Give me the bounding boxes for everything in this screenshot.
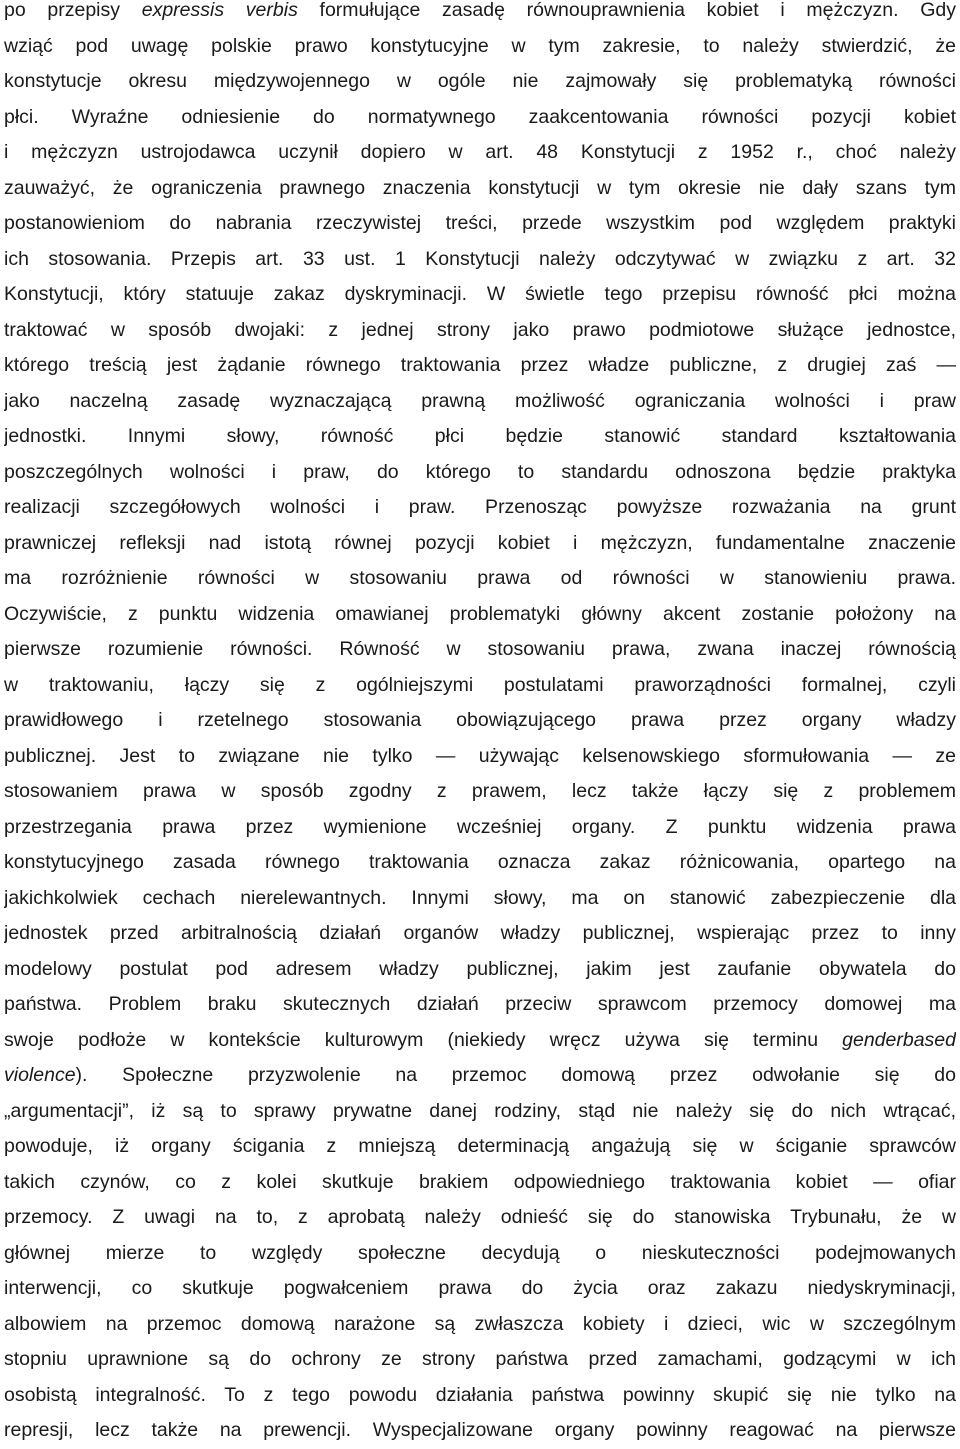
text-run: zauważyć, że ograniczenia prawnego znaczenia konstytucji w tym okresie nie dały szans tym xyxy=(4,176,956,199)
text-run: państwa. Problem braku skutecznych działań przeciw sprawcom przemocy domowej ma xyxy=(4,993,956,1015)
text-line xyxy=(4,1058,956,1094)
text-run: prawniczej refleksji nad istotą równej pozycji kobiet i mężczyzn, fundamentalne znaczenie xyxy=(4,531,956,554)
text-line xyxy=(4,206,956,242)
text-run: jako naczelną zasadę wyznaczającą prawną możliwość ograniczania wolności i praw xyxy=(4,389,956,412)
text-line xyxy=(4,171,956,207)
text-line xyxy=(4,526,956,562)
text-line xyxy=(4,0,956,29)
text-line xyxy=(4,64,956,100)
text-line xyxy=(4,490,956,526)
text-run: i mężczyzn ustrojodawca uczynił dopiero w art. 48 Konstytucji z 1952 r., choć należy xyxy=(4,141,956,163)
text-line xyxy=(4,1023,956,1059)
text-run: swoje podłoże w kontekście kulturowym (niekiedy wręcz używa się terminu xyxy=(4,1028,843,1051)
text-run: głównej mierze to względy społeczne decydują o nieskuteczności podejmowanych xyxy=(4,1241,956,1264)
text-run: stopniu uprawnione są do ochrony ze strony państwa przed zamachami, godzącymi w ich xyxy=(4,1348,956,1370)
text-line xyxy=(4,1236,956,1272)
text-line xyxy=(4,1271,956,1307)
text-line xyxy=(4,810,956,846)
text-run: takich czynów, co z kolei skutkuje brakiem odpowiedniego traktowania kobiet — ofiar xyxy=(4,1170,956,1193)
text-run: osobistą integralność. To z tego powodu działania państwa powinny skupić się nie tylko na xyxy=(4,1383,956,1406)
text-run: postanowieniom do nabrania rzeczywistej treści, przede wszystkim pod względem praktyki xyxy=(4,212,956,234)
text-run: w traktowaniu, łączy się z ogólniejszymi postulatami praworządności formalnej, czyli xyxy=(4,673,956,696)
text-run: traktować w sposób dwojaki: z jednej strony jako prawo podmiotowe służące jednostce, xyxy=(4,318,956,341)
text-run: przemocy. Z uwagi na to, z aprobatą należy odnieść się do stanowiska Trybunału, że w xyxy=(4,1206,956,1228)
text-line xyxy=(4,135,956,171)
text-run: pierwsze rozumienie równości. Równość w stosowaniu prawa, zwana inaczej równością xyxy=(4,638,956,660)
text-line xyxy=(4,845,956,881)
text-line xyxy=(4,774,956,810)
text-line xyxy=(4,916,956,952)
text-run: jednostki. Innymi słowy, równość płci będzie stanowić standard kształtowania xyxy=(4,425,956,447)
text-run: prawidłowego i rzetelnego stosowania obowiązującego prawa przez organy władzy xyxy=(4,709,956,731)
text-run: ma rozróżnienie równości w stosowaniu prawa od równości w stanowieniu prawa. xyxy=(4,567,956,589)
italic-term: genderbased xyxy=(842,1028,956,1051)
text-line xyxy=(4,419,956,455)
text-line xyxy=(4,242,956,278)
text-run: którego treścią jest żądanie równego traktowania przez władze publiczne, z drugiej zaś — xyxy=(4,354,956,376)
text-run: Konstytucji, który statuuje zakaz dyskryminacji. W świetle tego przepisu równość płci można xyxy=(4,283,956,305)
text-run: przestrzegania prawa przez wymienione wcześniej organy. Z punktu widzenia prawa xyxy=(4,815,956,838)
text-line xyxy=(4,277,956,313)
text-run: powoduje, iż organy ścigania z mniejszą determinacją angażują się w ściganie sprawców xyxy=(4,1135,956,1157)
text-line xyxy=(4,1307,956,1343)
text-line xyxy=(4,668,956,704)
text-line xyxy=(4,703,956,739)
text-run: Oczywiście, z punktu widzenia omawianej problematyki główny akcent zostanie położony na xyxy=(4,602,956,625)
text-run: represji, lecz także na prewencji. Wyspecjalizowane organy powinny reagować na pierwsze xyxy=(4,1419,956,1441)
text-line xyxy=(4,455,956,491)
text-line xyxy=(4,100,956,136)
text-line xyxy=(4,1094,956,1130)
text-line xyxy=(4,739,956,775)
text-run: wziąć pod uwagę polskie prawo konstytucyjne w tym zakresie, to należy stwierdzić, że xyxy=(4,34,956,57)
italic-term: violence xyxy=(4,1064,76,1086)
text-line xyxy=(4,384,956,420)
text-line xyxy=(4,348,956,384)
text-line xyxy=(4,313,956,349)
italic-term: expressis verbis xyxy=(141,0,298,21)
text-line xyxy=(4,561,956,597)
text-run: ). Społeczne przyzwolenie na przemoc domową przez odwołanie się do xyxy=(75,1064,956,1086)
text-run: interwencji, co skutkuje pogwałceniem prawa do życia oraz zakazu niedyskryminacji, xyxy=(4,1277,956,1299)
text-run: płci. Wyraźne odniesienie do normatywnego zaakcentowania równości pozycji kobiet xyxy=(4,105,956,128)
text-line xyxy=(4,1200,956,1236)
text-line xyxy=(4,597,956,633)
text-run: „argumentacji”, iż są to sprawy prywatne danej rodziny, stąd nie należy się do nich wtrącać, xyxy=(4,1099,956,1122)
text-run: ich stosowania. Przepis art. 33 ust. 1 Konstytucji należy odczytywać w związku z art. 32 xyxy=(4,247,956,270)
text-run: konstytucyjnego zasada równego traktowania oznacza zakaz różnicowania, opartego na xyxy=(4,851,956,873)
text-line xyxy=(4,987,956,1023)
text-run: jednostek przed arbitralnością działań organów władzy publicznej, wspierając przez to inny xyxy=(4,922,956,944)
text-run: modelowy postulat pod adresem władzy publicznej, jakim jest zaufanie obywatela do xyxy=(4,957,956,980)
text-line xyxy=(4,1342,956,1378)
text-run: jakichkolwiek cechach nierelewantnych. Innymi słowy, ma on stanowić zabezpieczenie dla xyxy=(4,886,956,909)
text-line xyxy=(4,952,956,988)
text-line xyxy=(4,881,956,917)
text-run: formułujące zasadę równouprawnienia kobiet i mężczyzn. Gdy xyxy=(297,0,956,21)
text-run: po przepisy xyxy=(4,0,142,21)
document-page xyxy=(4,0,956,1449)
text-line xyxy=(4,1413,956,1449)
text-line xyxy=(4,632,956,668)
text-line xyxy=(4,29,956,65)
text-line xyxy=(4,1129,956,1165)
text-run: albowiem na przemoc domową narażone są zwłaszcza kobiety i dzieci, wic w szczególnym xyxy=(4,1312,956,1335)
text-run: realizacji szczegółowych wolności i praw. Przenosząc powyższe rozważania na grunt xyxy=(4,496,956,518)
text-run: stosowaniem prawa w sposób zgodny z prawem, lecz także łączy się z problemem xyxy=(4,780,956,802)
text-run: poszczególnych wolności i praw, do którego to standardu odnoszona będzie praktyka xyxy=(4,460,956,483)
text-run: konstytucje okresu międzywojennego w ogóle nie zajmowały się problematyką równości xyxy=(4,70,956,92)
text-run: publicznej. Jest to związane nie tylko — używając kelsenowskiego sformułowania — ze xyxy=(4,744,956,767)
text-line xyxy=(4,1378,956,1414)
text-line xyxy=(4,1165,956,1201)
